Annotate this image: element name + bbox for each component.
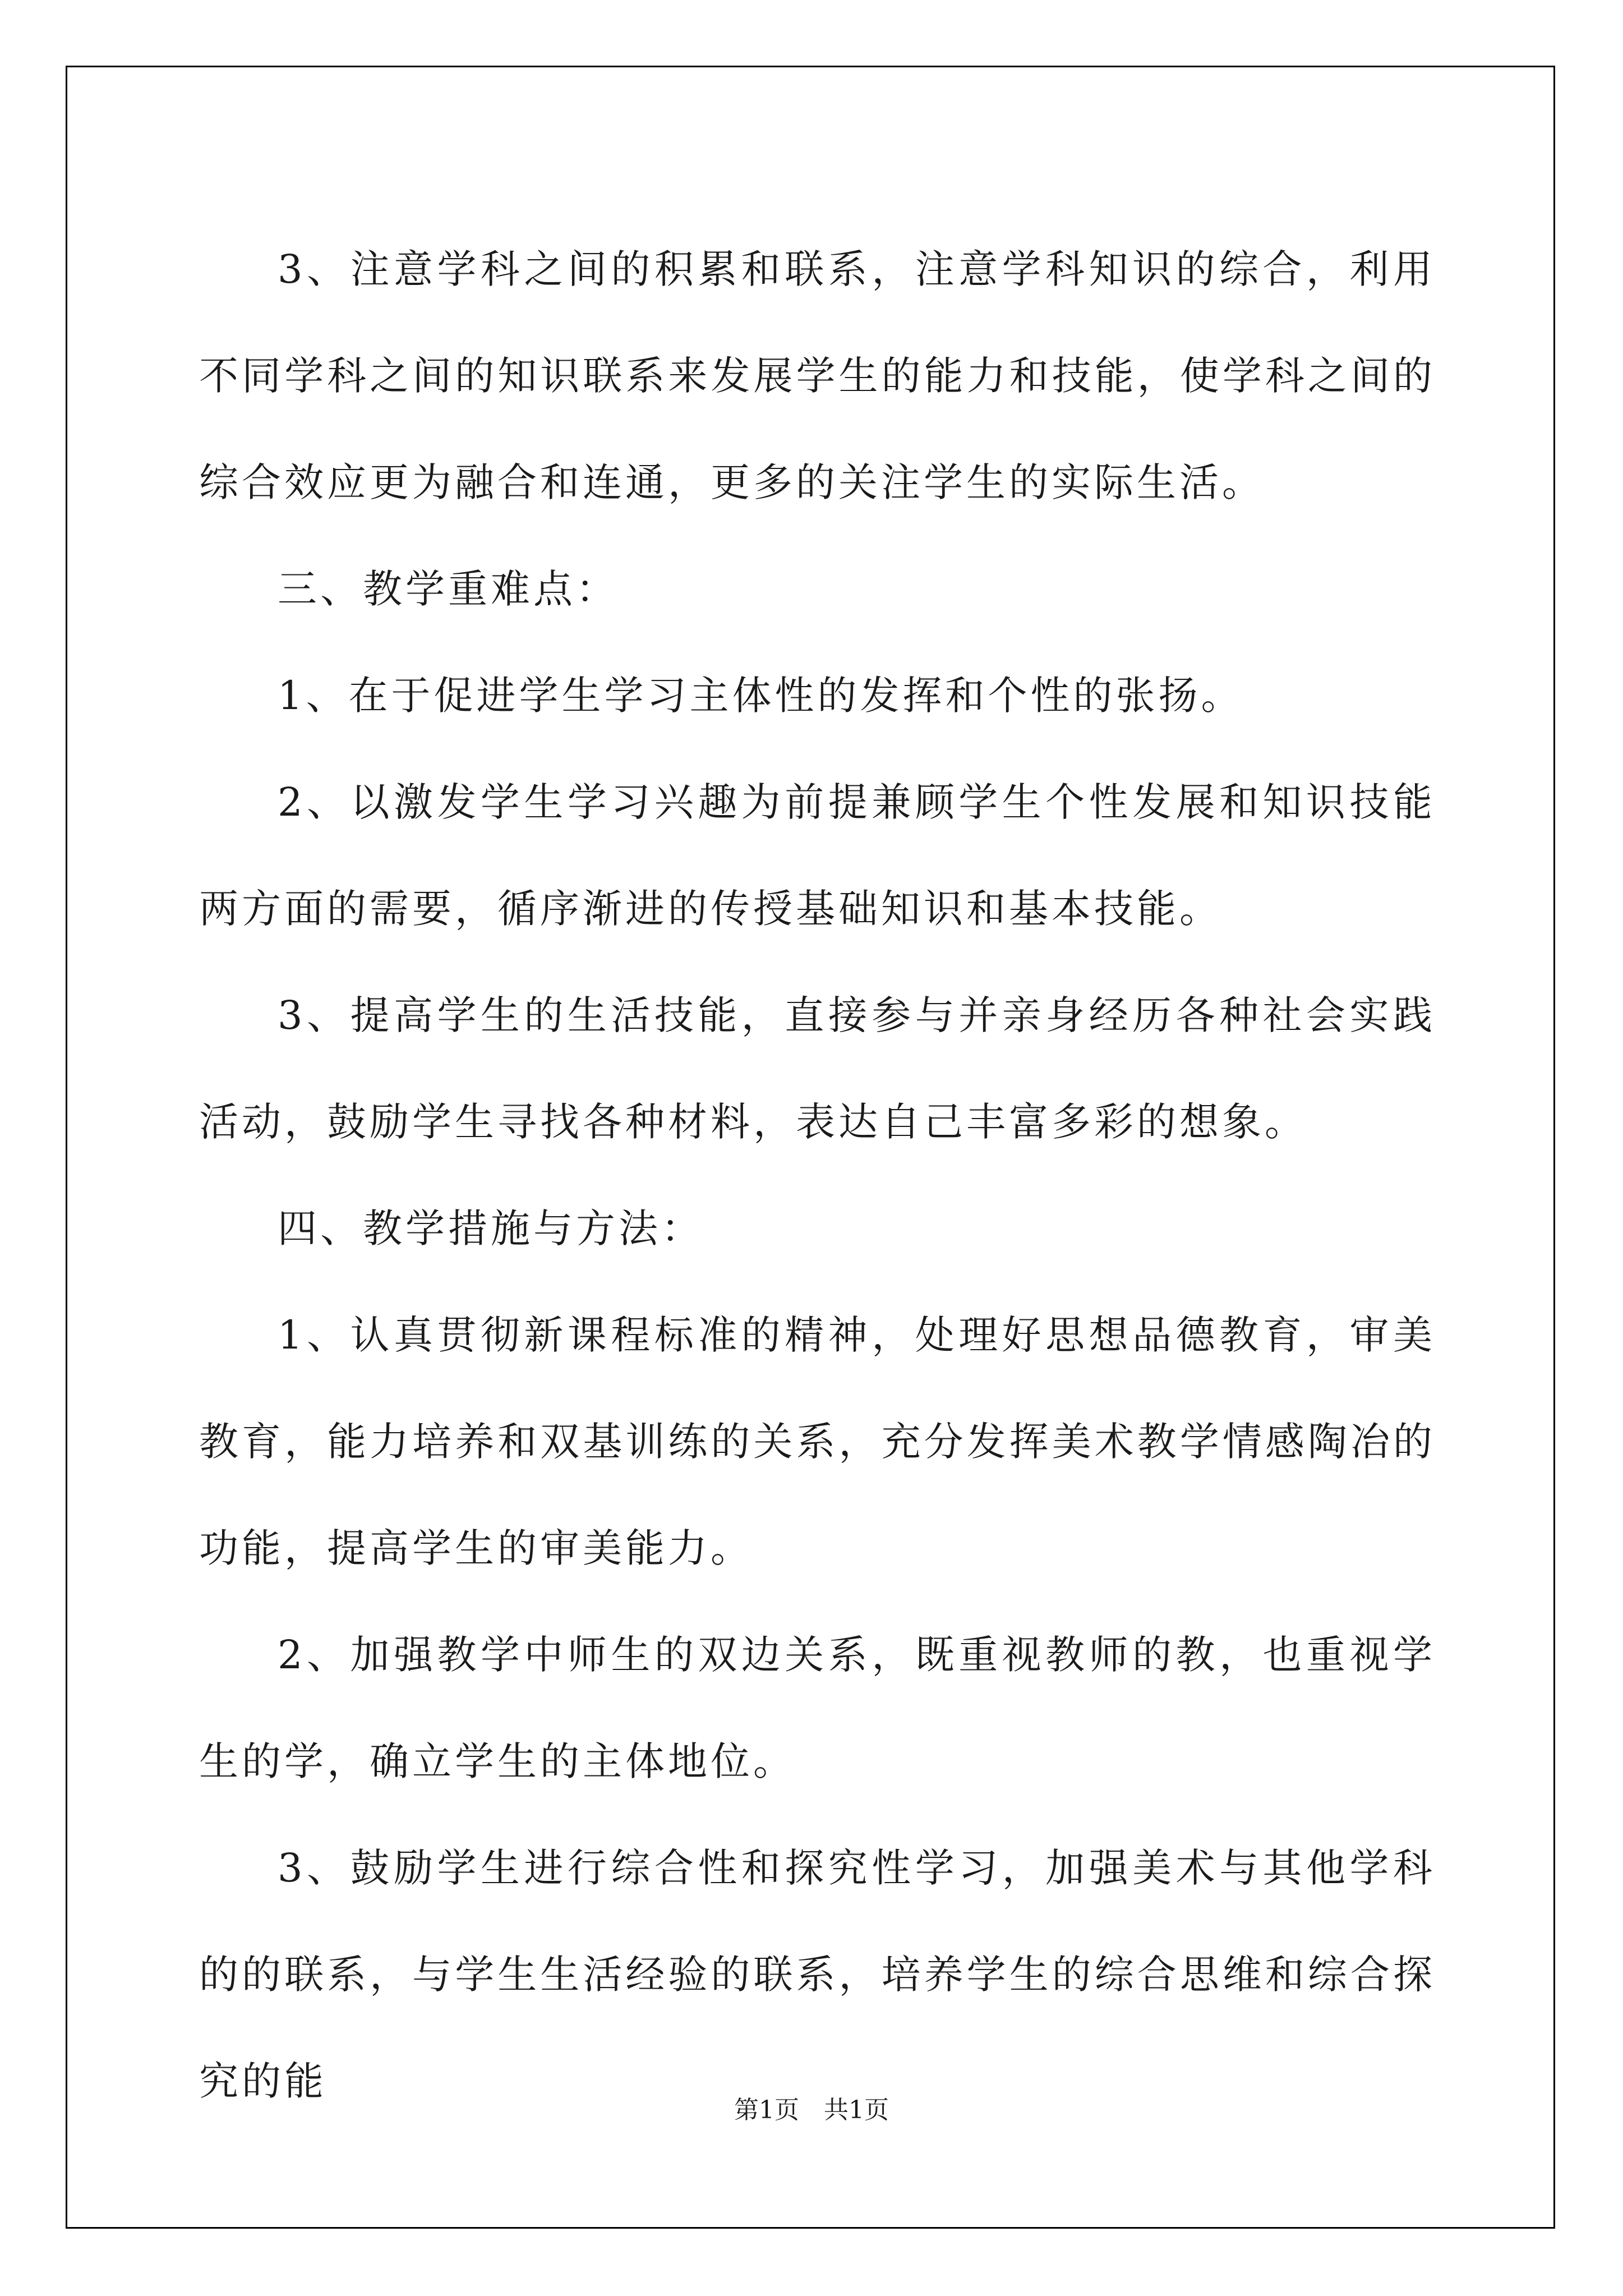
paragraph: 2、以激发学生学习兴趣为前提兼顾学生个性发展和知识技能两方面的需要，循序渐进的传授基础知识和基本技能。 <box>199 779 1436 932</box>
paragraph: 3、提高学生的生活技能，直接参与并亲身经历各种社会实践活动，鼓励学生寻找各种材料，表达自己丰富多彩的想象。 <box>199 992 1436 1145</box>
page-footer: 第1页 共1页 <box>734 2096 889 2124</box>
document-body <box>199 216 1436 2134</box>
paragraph: 3、注意学科之间的积累和联系，注意学科知识的综合，利用不同学科之间的知识联系来发展学生的能力和技能，使学科之间的综合效应更为融合和连通，更多的关注学生的实际生活。 <box>199 246 1436 505</box>
section-heading: 三、教学重难点： <box>278 566 619 612</box>
paragraph: 1、在于促进学生学习主体性的发挥和个性的张扬。 <box>278 673 1244 719</box>
paragraph: 2、加强教学中师生的双边关系，既重视教师的教，也重视学生的学，确立学生的主体地位。 <box>199 1632 1436 1784</box>
paragraph: 1、认真贯彻新课程标准的精神，处理好思想品德教育，审美教育，能力培养和双基训练的关系，充分发挥美术教学情感陶冶的功能，提高学生的审美能力。 <box>199 1312 1436 1571</box>
paragraph: 3、鼓励学生进行综合性和探究性学习，加强美术与其他学科的的联系，与学生生活经验的联系，培养学生的综合思维和综合探究的能 <box>199 1845 1436 2104</box>
section-heading: 四、教学措施与方法： <box>278 1205 704 1251</box>
